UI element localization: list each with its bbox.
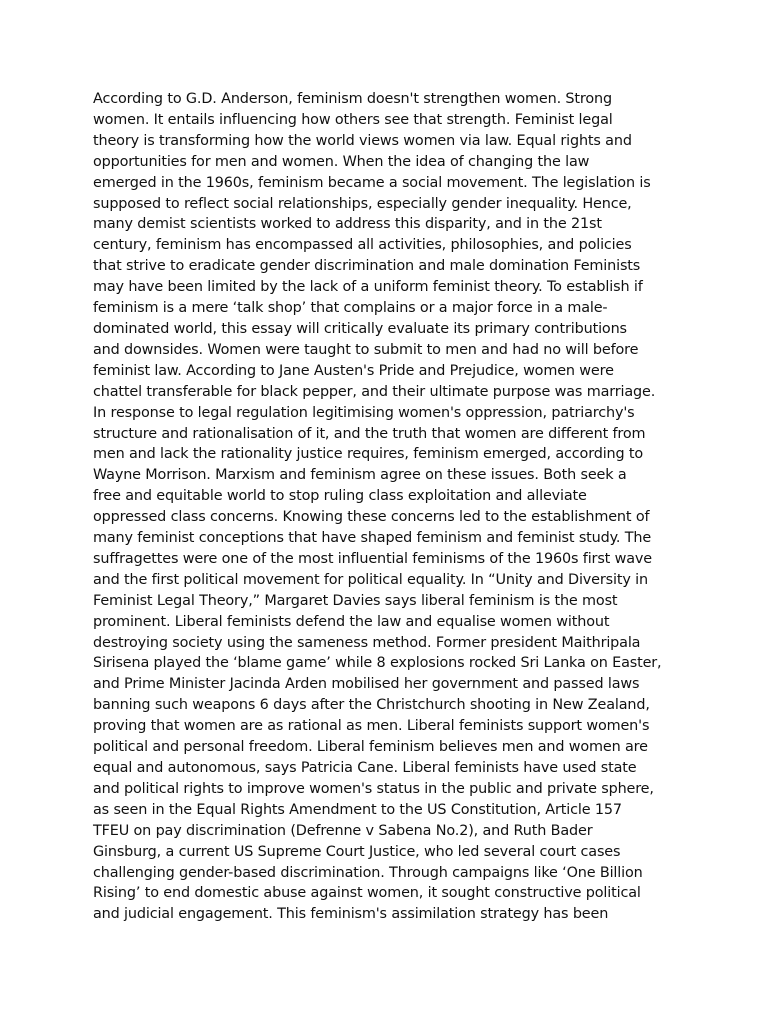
text-line: banning such weapons 6 days after the Christchurch shooting in New Zealand,	[93, 697, 650, 714]
text-line: emerged in the 1960s, feminism became a social movement. The legislation is	[93, 174, 651, 191]
body-text	[93, 89, 683, 925]
text-line: prominent. Liberal feminists defend the law and equalise women without	[93, 613, 610, 630]
text-line: and the first political movement for political equality. In “Unity and Diversity in	[93, 571, 648, 588]
text-line: many feminist conceptions that have shaped feminism and feminist study. The	[93, 530, 652, 547]
text-line: feminism is a mere ‘talk shop’ that complains or a major force in a male-	[93, 300, 608, 317]
text-line: and Prime Minister Jacinda Arden mobilised her government and passed laws	[93, 676, 640, 693]
text-line: dominated world, this essay will critically evaluate its primary contributions	[93, 320, 627, 337]
text-line: political and personal freedom. Liberal feminism believes men and women are	[93, 739, 648, 756]
text-line: supposed to reflect social relationships, especially gender inequality. Hence,	[93, 195, 632, 212]
text-line: challenging gender-based discrimination. Through campaigns like ‘One Billion	[93, 864, 643, 881]
text-line: opportunities for men and women. When the idea of changing the law	[93, 153, 590, 170]
text-line: suffragettes were one of the most influential feminisms of the 1960s first wave	[93, 550, 652, 567]
text-line: free and equitable world to stop ruling class exploitation and alleviate	[93, 488, 587, 505]
text-line: may have been limited by the lack of a uniform feminist theory. To establish if	[93, 279, 643, 296]
text-line: Rising’ to end domestic abuse against women, it sought constructive political	[93, 885, 641, 902]
text-line: TFEU on pay discrimination (Defrenne v Sabena No.2), and Ruth Bader	[93, 822, 593, 839]
text-line: Ginsburg, a current US Supreme Court Justice, who led several court cases	[93, 843, 621, 860]
text-line: women. It entails influencing how others see that strength. Feminist legal	[93, 111, 613, 128]
text-line: In response to legal regulation legitimising women's oppression, patriarchy's	[93, 404, 635, 421]
text-line: and downsides. Women were taught to submit to men and had no will before	[93, 341, 639, 358]
text-line: theory is transforming how the world views women via law. Equal rights and	[93, 132, 632, 149]
text-line: Feminist Legal Theory,” Margaret Davies says liberal feminism is the most	[93, 592, 618, 609]
text-line: and judicial engagement. This feminism's assimilation strategy has been	[93, 906, 609, 923]
text-line: and political rights to improve women's status in the public and private sphere,	[93, 780, 654, 797]
text-line: Wayne Morrison. Marxism and feminism agree on these issues. Both seek a	[93, 467, 627, 484]
text-line: as seen in the Equal Rights Amendment to the US Constitution, Article 157	[93, 801, 622, 818]
text-line: oppressed class concerns. Knowing these concerns led to the establishment of	[93, 509, 650, 526]
text-line: structure and rationalisation of it, and the truth that women are different from	[93, 425, 646, 442]
text-line: equal and autonomous, says Patricia Cane. Liberal feminists have used state	[93, 760, 637, 776]
text-line: According to G.D. Anderson, feminism doesn't strengthen women. Strong	[93, 91, 612, 107]
text-line: century, feminism has encompassed all activities, philosophies, and policies	[93, 237, 632, 254]
text-line: proving that women are as rational as men. Liberal feminists support women's	[93, 718, 650, 735]
text-line: Sirisena played the ‘blame game’ while 8 explosions rocked Sri Lanka on Easter,	[93, 655, 662, 672]
text-line: that strive to eradicate gender discrimination and male domination Feminists	[93, 258, 641, 275]
text-line: destroying society using the sameness method. Former president Maithripala	[93, 634, 641, 651]
text-line: many demist scientists worked to address this disparity, and in the 21st	[93, 216, 602, 233]
text-line: men and lack the rationality justice requires, feminism emerged, according to	[93, 446, 644, 463]
text-line: feminist law. According to Jane Austen's Pride and Prejudice, women were	[93, 362, 614, 379]
text-line: chattel transferable for black pepper, and their ultimate purpose was marriage.	[93, 383, 656, 400]
